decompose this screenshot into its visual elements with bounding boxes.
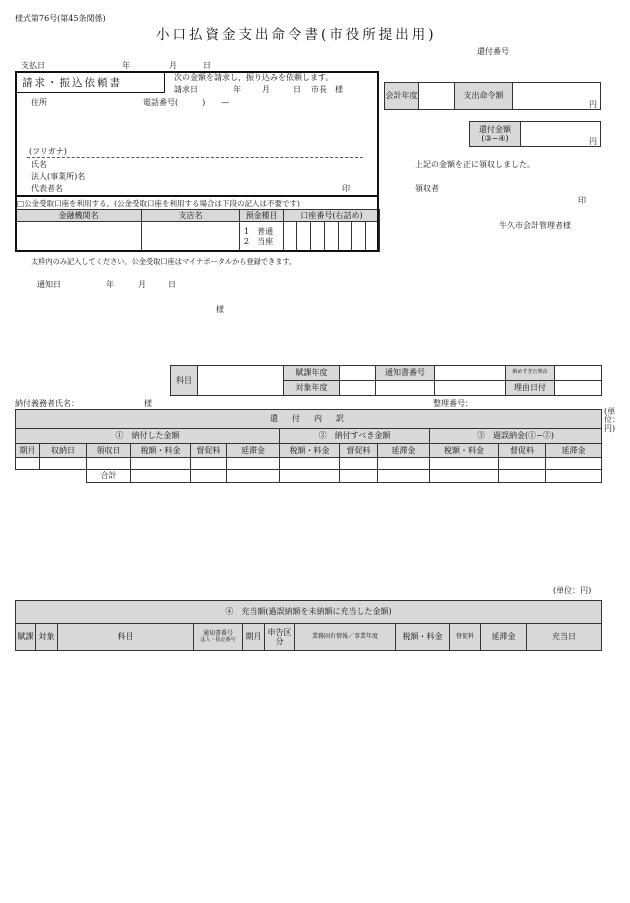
col-late-charge: 延滞金 <box>481 624 527 651</box>
address-label: 住所 <box>31 98 47 107</box>
expense-order-amount[interactable] <box>513 83 601 110</box>
request-year: 年 <box>233 85 241 94</box>
payment-year: 年 <box>122 61 130 70</box>
reason-date-label: 理由日付 <box>506 381 555 396</box>
refund-number-label: 還付番号 <box>477 47 509 56</box>
expense-order-label: 支出命令額 <box>455 83 513 110</box>
total-row <box>16 470 602 483</box>
col-reminder-fee: 督促料 <box>340 444 378 458</box>
account-digit[interactable] <box>325 222 339 252</box>
request-statement: 次の金額を請求し，振り込みを依頼します。 <box>174 73 334 82</box>
col-period: 期月 <box>16 444 40 458</box>
total-label: 合計 <box>87 470 131 483</box>
branch-name-header: 支店名 <box>142 210 240 222</box>
deposit-type-ordinary: 1 普通 <box>244 227 274 237</box>
request-box-title: 請求・振込依頼書 <box>22 77 122 89</box>
col-reminder-fee: 督促料 <box>450 624 481 651</box>
phone-label: 電話番号( ) — <box>143 98 230 107</box>
col-tax-amount: 税額・料金 <box>430 444 499 458</box>
notice-honorific: 様 <box>216 305 224 314</box>
col-declaration-type: 申告区分 <box>265 624 295 651</box>
bank-table <box>15 209 380 252</box>
col-payment-date: 収納日 <box>40 444 87 458</box>
bank-name-field[interactable] <box>16 222 142 252</box>
receipt-statement: 上記の金額を正に領収しました。 <box>415 160 535 169</box>
notice-year: 年 <box>106 280 114 289</box>
target-year-label: 対象年度 <box>284 381 340 396</box>
branch-name-field[interactable] <box>142 222 240 252</box>
notice-number-field[interactable] <box>435 366 506 381</box>
payment-month: 月 <box>169 61 177 70</box>
subject-label: 科目 <box>171 366 198 396</box>
tax-year-field[interactable] <box>340 366 376 381</box>
filling-note: 太枠内のみ記入してください。公金受取口座はマイナポータルから登録できます。 <box>31 257 297 266</box>
col-reminder-fee: 督促料 <box>499 444 546 458</box>
col-notice-number <box>194 624 243 651</box>
allocation-table <box>15 600 602 651</box>
col-corp-number-label: 法人・指定番号 <box>200 636 236 643</box>
tax-year-label: 賦課年度 <box>284 366 340 381</box>
subject-table <box>170 365 602 396</box>
col-subject: 科目 <box>58 624 194 651</box>
col-reminder-fee: 督促料 <box>191 444 227 458</box>
info-blank <box>435 381 506 396</box>
col-tax-amount: 税額・料金 <box>396 624 450 651</box>
col-tax-amount: 税額・料金 <box>280 444 340 458</box>
col-allocation-date: 充当日 <box>527 624 602 651</box>
fiscal-year-field[interactable] <box>419 83 455 110</box>
reference-number-label: 整理番号： <box>433 399 473 408</box>
account-digit[interactable] <box>352 222 366 252</box>
payment-date-label: 支払日 <box>21 61 45 70</box>
payable-amount-header: ② 納付すべき金額 <box>280 429 430 444</box>
deposit-type-header: 預金種目 <box>240 210 284 222</box>
refund-amount-formula: (③−④) <box>481 134 509 143</box>
refund-amount-label <box>470 122 521 147</box>
account-digit[interactable] <box>339 222 352 252</box>
overpay-reason-label: 納めすぎた理由 <box>506 366 555 381</box>
name-label: 氏名 <box>31 160 47 169</box>
furigana-label: (フリガナ) <box>29 147 67 156</box>
request-month: 月 <box>262 85 270 94</box>
col-assessment: 賦課 <box>16 624 36 651</box>
accounting-manager: 牛久市会計管理者様 <box>499 221 571 230</box>
col-notice-number-label: 通知書番号 <box>202 629 233 637</box>
notice-day: 日 <box>168 280 176 289</box>
taxpayer-honorific: 様 <box>144 399 152 408</box>
overpayment-header: ③ 過誤納金(①−②) <box>430 429 602 444</box>
account-digit[interactable] <box>311 222 325 252</box>
allocation-unit: (単位：円) <box>553 586 592 595</box>
breakdown-unit: (単位：円) <box>604 407 620 433</box>
notice-month: 月 <box>138 280 146 289</box>
form-number: 様式第76号(第45条関係) <box>15 14 106 23</box>
account-number-header: 口座番号(右詰め) <box>284 210 380 222</box>
notice-number-label: 通知書番号 <box>376 366 435 381</box>
refund-amount-field[interactable] <box>521 122 601 147</box>
paid-amount-header: ① 納付した金額 <box>16 429 280 444</box>
bank-name-header: 金融機関名 <box>16 210 142 222</box>
taxpayer-name-label: 納付義務者氏名： <box>15 399 79 408</box>
yen-unit: 円 <box>589 99 597 109</box>
notice-date-label: 通知日 <box>37 280 61 289</box>
fiscal-year-label: 会計年度 <box>385 83 419 110</box>
request-date-label: 請求日 <box>174 85 198 94</box>
corp-label: 法人(事業所)名 <box>31 172 86 181</box>
refund-amount-table <box>469 121 601 147</box>
col-late-charge: 延滞金 <box>378 444 430 458</box>
reason-date-field[interactable] <box>555 381 602 396</box>
table-row <box>16 458 602 470</box>
col-target: 対象 <box>36 624 58 651</box>
mayor-label: 市長 様 <box>311 85 343 94</box>
deposit-type-current: 2 当座 <box>244 236 274 246</box>
refund-breakdown-table <box>15 409 602 483</box>
account-digit[interactable] <box>366 222 380 252</box>
col-period: 期月 <box>243 624 265 651</box>
overpay-reason-field[interactable] <box>555 366 602 381</box>
request-day: 日 <box>293 85 301 94</box>
target-year-field[interactable] <box>340 381 376 396</box>
expense-order-table <box>384 82 601 110</box>
subject-field[interactable] <box>198 366 284 396</box>
col-late-charge: 延滞金 <box>227 444 280 458</box>
payment-day: 日 <box>203 61 211 70</box>
seal-label: 印 <box>342 184 350 193</box>
account-digit[interactable] <box>284 222 297 252</box>
public-account-checkbox[interactable]: □公金受取口座を利用する。(公金受取口座を利用する場合は下段の記入は不要です) <box>17 199 300 208</box>
receiver-seal: 印 <box>578 196 586 205</box>
deposit-type-options[interactable] <box>240 222 284 252</box>
yen-unit: 円 <box>589 136 597 146</box>
account-digit[interactable] <box>297 222 311 252</box>
furigana-divider <box>27 157 363 158</box>
col-late-charge: 延滞金 <box>546 444 602 458</box>
rep-label: 代表者名 <box>31 184 63 193</box>
receiver-label: 領収者 <box>415 184 439 193</box>
col-tax-amount: 税額・料金 <box>131 444 191 458</box>
refund-breakdown-title: 還 付 内 訳 <box>16 410 602 429</box>
allocation-title: ④ 充当額(過誤納額を未納額に充当した金額) <box>16 601 602 624</box>
refund-amount-title: 還付金額 <box>479 124 511 134</box>
col-business-info: 業務固有情報／事業年度 <box>295 624 396 651</box>
info-blank <box>376 381 435 396</box>
col-receipt-date: 領収日 <box>87 444 131 458</box>
document-title: 小口払資金支出命令書(市役所提出用) <box>156 27 437 43</box>
